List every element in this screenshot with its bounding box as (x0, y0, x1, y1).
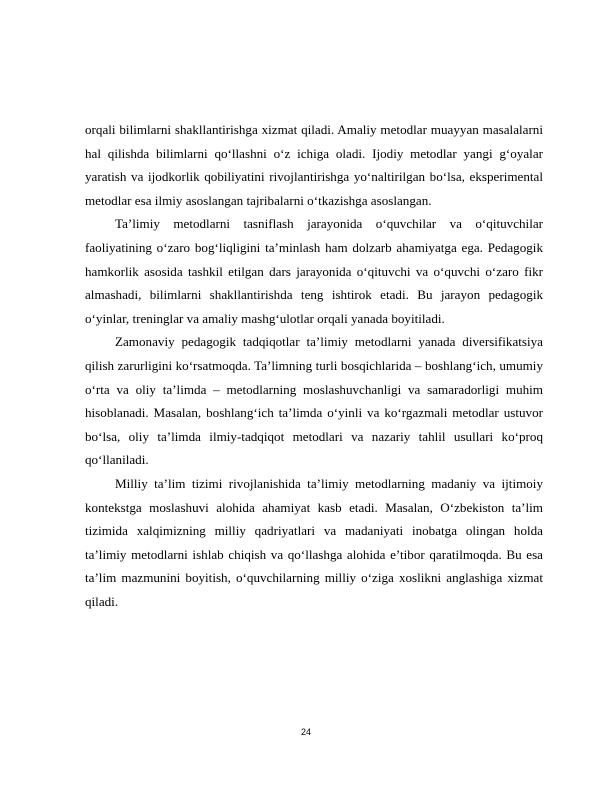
paragraph-national-education: Milliy ta’lim tizimi rivojlanishida ta’limiy metodlarning madaniy va ijtimoiy kontekstga moslashuvi alohida ahamiyat kasb etadi. Masalan, O‘zbekiston ta’lim tizimida xalqimizning milliy qadriyatlari va madaniyati inobatga olingan holda ta’limiy metodlarni ishlab chiqish va qo‘llashga alohida e’tibor qaratilmoqda. Bu esa ta’lim mazmunini boyitish, o‘quvchilarning milliy o‘ziga xoslikni anglashiga xizmat qiladi. (85, 475, 543, 609)
paragraph-modern-research: Zamonaviy pedagogik tadqiqotlar ta’limiy metodlarni yanada diversifikatsiya qilish zarurligini ko‘rsatmoqda. Ta’limning turli bosqichlarida – boshlang‘ich, umumiy o‘rta va oliy ta’limda – metodlarning moslashuvchanligi va samaradorligi muhim hisoblanadi. Masalan, boshlang‘ich ta’limda o‘yinli va ko‘rgazmali metodlar ustuvor bo‘lsa, oliy ta’limda ilmiy-tadqiqot metodlari va nazariy tahlil usullari ko‘proq qo‘llaniladi. (85, 334, 543, 468)
page-number: 24 (300, 727, 311, 737)
paragraph-continuation: orqali bilimlarni shakllantirishga xizmat qiladi. Amaliy metodlar muayyan masalalarni hal qilishda bilimlarni qo‘llashni o‘z ichiga oladi. Ijodiy metodlar yangi g‘oyalar yaratish va ijodkorlik qobiliyatini rivojlantirishga yo‘naltirilgan bo‘lsa, eksperimental metodlar esa ilmiy asoslangan tajribalarni o‘tkazishga asoslangan. (85, 122, 543, 208)
page-body (85, 118, 543, 613)
paragraph-classification: Ta’limiy metodlarni tasniflash jarayonida o‘quvchilar va o‘qituvchilar faoliyatining o‘zaro bog‘liqligini ta’minlash ham dolzarb ahamiyatga ega. Pedagogik hamkorlik asosida tashkil etilgan dars jarayonida o‘qituvchi va o‘quvchi o‘zaro fikr almashadi, bilimlarni shakllantirishda teng ishtirok etadi. Bu jarayon pedagogik o‘yinlar, treninglar va amaliy mashg‘ulotlar orqali yanada boyitiladi. (85, 216, 543, 326)
